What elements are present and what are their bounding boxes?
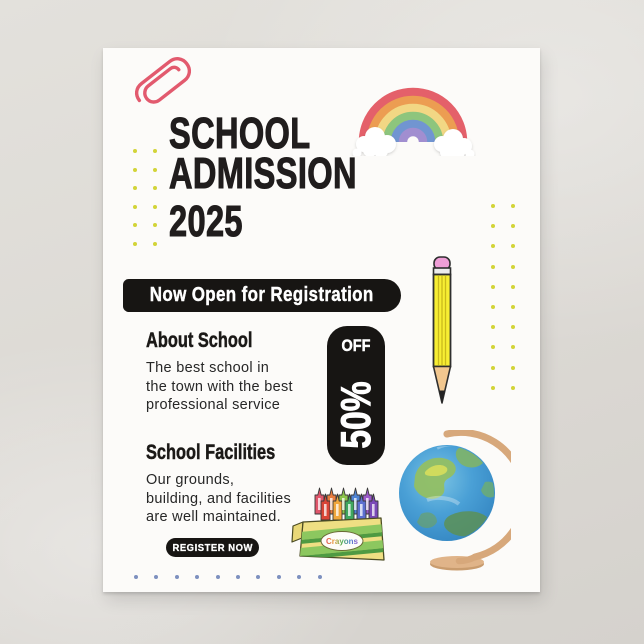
- dot: [153, 242, 157, 246]
- dots-pattern-right: [491, 204, 515, 390]
- dot: [491, 305, 495, 309]
- register-now-button[interactable]: [166, 538, 259, 557]
- about-school-text: [146, 359, 293, 415]
- pencil-icon: [425, 254, 459, 406]
- dot: [153, 205, 157, 209]
- dot: [318, 575, 322, 579]
- facilities-line-3: are well maintained.: [146, 509, 281, 526]
- facilities-line-1: Our grounds,: [146, 472, 235, 488]
- dot: [133, 168, 137, 172]
- paperclip-icon: [123, 45, 204, 119]
- dot: [491, 265, 495, 269]
- crayon-box-icon: [291, 486, 393, 568]
- about-school-heading: About School: [146, 329, 253, 352]
- discount-off-label: OFF: [341, 336, 371, 355]
- crayon-box-label: Crayons: [325, 537, 359, 546]
- dot: [491, 224, 495, 228]
- facilities-line-2: building, and facilities: [146, 490, 292, 507]
- dot: [297, 575, 301, 579]
- dot: [153, 186, 157, 190]
- about-line-2: the town with the best: [146, 378, 293, 395]
- title-line-1: SCHOOL: [169, 109, 311, 158]
- dot: [491, 386, 495, 390]
- flyer-card: [103, 48, 540, 592]
- title-line-3: 2025: [169, 197, 243, 246]
- dot: [236, 575, 240, 579]
- school-facilities-section: [146, 442, 312, 527]
- dot: [491, 285, 495, 289]
- flyer-title: [169, 109, 423, 246]
- dot: [511, 204, 515, 208]
- globe-icon: [397, 430, 511, 572]
- dot: [195, 575, 199, 579]
- dot: [153, 223, 157, 227]
- dot: [153, 149, 157, 153]
- dot: [256, 575, 260, 579]
- dot: [277, 575, 281, 579]
- dot: [175, 575, 179, 579]
- dot: [511, 265, 515, 269]
- dot: [511, 325, 515, 329]
- dot: [133, 149, 137, 153]
- title-line-2: ADMISSION: [169, 149, 357, 198]
- register-now-label: REGISTER NOW: [172, 541, 253, 554]
- dot: [511, 345, 515, 349]
- registration-banner: [123, 279, 401, 312]
- dot: [491, 366, 495, 370]
- dot: [154, 575, 158, 579]
- dot: [511, 224, 515, 228]
- dots-pattern-left: [133, 149, 157, 246]
- dot: [133, 223, 137, 227]
- dot: [133, 242, 137, 246]
- about-line-1: The best school in: [146, 360, 270, 376]
- dot: [491, 345, 495, 349]
- dot: [491, 204, 495, 208]
- school-facilities-text: [146, 471, 312, 527]
- dot: [133, 205, 137, 209]
- dot: [511, 386, 515, 390]
- dot: [491, 244, 495, 248]
- dot: [511, 244, 515, 248]
- discount-badge: [327, 326, 385, 465]
- dots-pattern-bottom: [134, 575, 322, 579]
- about-line-3: professional service: [146, 397, 281, 414]
- dot: [134, 575, 138, 579]
- about-school-section: [146, 330, 293, 415]
- discount-percent-label: 50%: [332, 381, 379, 449]
- dot: [511, 305, 515, 309]
- dot: [133, 186, 137, 190]
- school-facilities-heading: School Facilities: [146, 441, 276, 464]
- dot: [511, 366, 515, 370]
- registration-banner-label: Now Open for Registration: [150, 284, 374, 306]
- dot: [216, 575, 220, 579]
- dot: [511, 285, 515, 289]
- dot: [153, 168, 157, 172]
- dot: [491, 325, 495, 329]
